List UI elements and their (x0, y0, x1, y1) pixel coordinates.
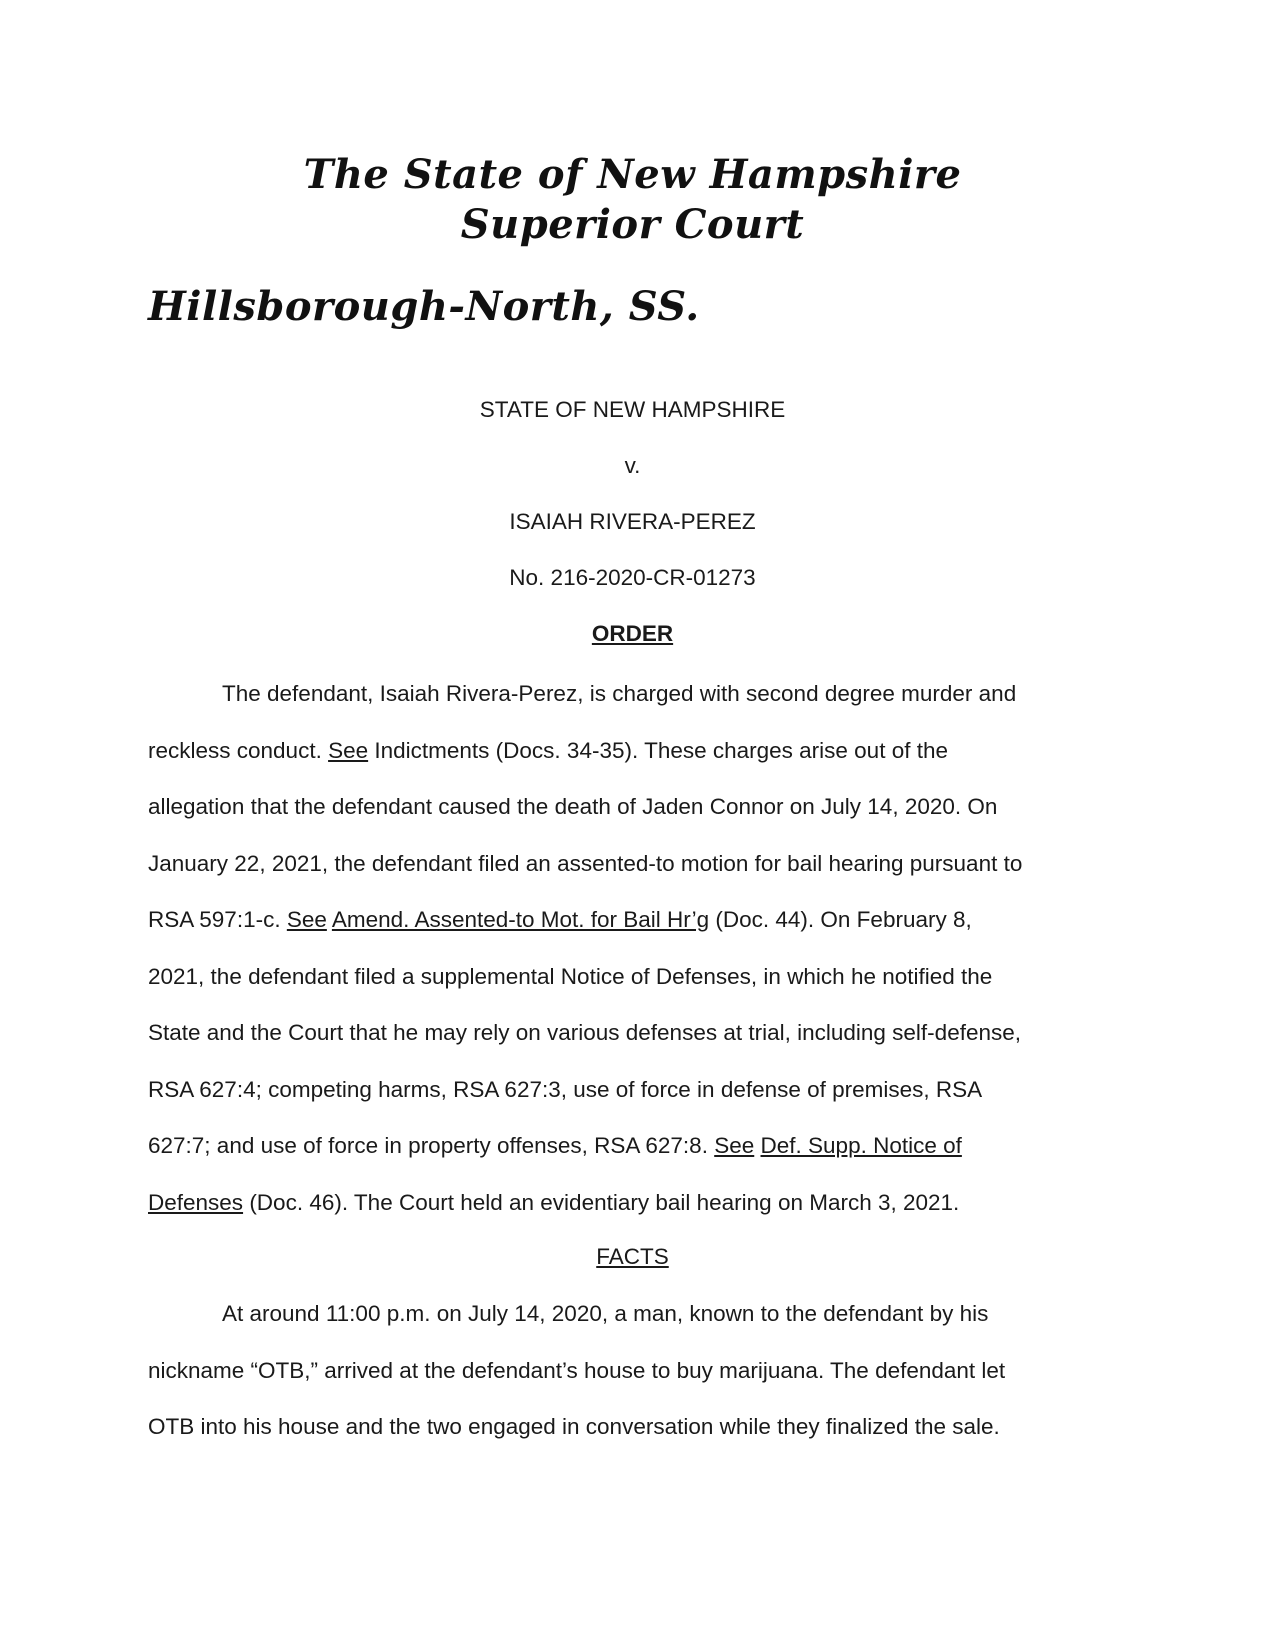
paragraph-line (148, 1132, 1128, 1189)
county-venue: Hillsborough-North, SS. (148, 283, 700, 330)
line-text: OTB into his house and the two engaged in conversation while they finalized the sale. (148, 1414, 1000, 1439)
citation-signal: See (286, 907, 327, 932)
paragraph-line (148, 906, 1128, 963)
line-text: At around 11:00 p.m. on July 14, 2020, a man, known to the defendant by his (222, 1301, 989, 1326)
line-text: reckless conduct. (148, 737, 329, 763)
citation-signal: See (714, 1133, 755, 1158)
citation-title: Def. Supp. Notice of (760, 1133, 962, 1158)
paragraph-line (148, 963, 1128, 1020)
line-text: (Doc. 44). On February 8, (709, 907, 972, 932)
facts-paragraph (148, 1300, 1128, 1470)
caption-versus: v. (624, 453, 641, 478)
facts-heading: FACTS (596, 1244, 669, 1269)
order-heading: ORDER (591, 621, 674, 646)
line-text: 2021, the defendant filed a supplemental Notice of Defenses, in which he notified the (148, 963, 993, 989)
line-text: The defendant, Isaiah Rivera-Perez, is charged with second degree murder and (222, 681, 1017, 706)
paragraph-line (148, 1357, 1128, 1414)
line-text: RSA 627:4; competing harms, RSA 627:3, use of force in defense of premises, RSA (148, 1076, 983, 1102)
line-text: January 22, 2021, the defendant filed an assented-to motion for bail hearing pursuant to (148, 850, 1023, 876)
line-text: allegation that the defendant caused the death of Jaden Connor on July 14, 2020. On (148, 794, 998, 819)
paragraph-line (148, 793, 1128, 850)
paragraph-line (148, 850, 1128, 907)
paragraph-line (148, 1300, 1128, 1357)
line-text: RSA 597:1-c. (148, 907, 287, 932)
line-text: 627:7; and use of force in property offenses, RSA 627:8. (148, 1133, 715, 1158)
paragraph-line (148, 1413, 1128, 1470)
line-text: State and the Court that he may rely on various defenses at trial, including self-defense, (148, 1020, 1021, 1045)
court-title: Superior Court (460, 201, 805, 248)
citation-title: Defenses (148, 1189, 244, 1215)
line-text: nickname “OTB,” arrived at the defendant’s house to buy marijuana. The defendant let (148, 1357, 1006, 1383)
order-paragraph (148, 680, 1128, 1245)
paragraph-line (148, 1076, 1128, 1133)
line-text: Indictments (Docs. 34-35). These charges arise out of the (368, 737, 948, 763)
caption-plaintiff: STATE OF NEW HAMPSHIRE (479, 397, 786, 422)
paragraph-line (148, 737, 1128, 794)
state-title: The State of New Hampshire (303, 151, 962, 198)
case-number: No. 216-2020-CR-01273 (509, 565, 756, 590)
paragraph-line (148, 680, 1128, 737)
line-text: (Doc. 46). The Court held an evidentiary bail hearing on March 3, 2021. (243, 1189, 960, 1215)
citation-signal: See (328, 737, 369, 763)
paragraph-line (148, 1019, 1128, 1076)
caption-defendant: ISAIAH RIVERA-PEREZ (509, 509, 756, 534)
paragraph-line (148, 1189, 1128, 1246)
citation-title: Amend. Assented-to Mot. for Bail Hr’g (331, 907, 710, 932)
